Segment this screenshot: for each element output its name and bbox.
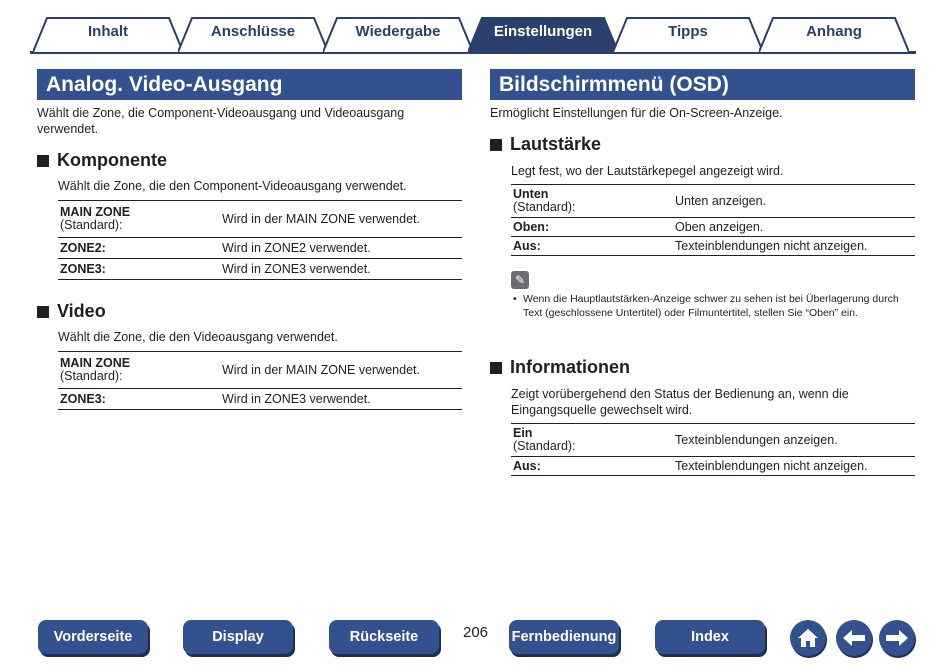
table-row — [58, 259, 462, 280]
table-row — [511, 185, 915, 218]
table-row — [58, 201, 462, 238]
setting-default-note: (Standard): — [60, 218, 123, 232]
display-button[interactable]: Display — [183, 620, 293, 654]
note-text: Wenn die Hauptlautstärken-Anzeige schwer zu sehen ist bei Überlagerung durch Text (geschlossene Untertitel) oder Filmuntertitel, stellen Sie “Oben” ein. — [523, 293, 899, 319]
tab-inhalt[interactable] — [33, 17, 183, 52]
subheading-text: Komponente — [57, 150, 167, 170]
setting-key: Unten — [513, 187, 549, 201]
setting-default-note: (Standard): — [60, 369, 123, 383]
setting-value: Wird in der MAIN ZONE verwendet. — [222, 211, 420, 226]
tab-bar — [30, 17, 916, 54]
tab-label: Anschlüsse — [210, 23, 296, 40]
setting-key: Aus: — [513, 238, 541, 253]
setting-value: Texteinblendungen anzeigen. — [675, 432, 838, 447]
setting-value: Texteinblendungen nicht anzeigen. — [675, 458, 868, 473]
table-row — [58, 389, 462, 410]
square-bullet-icon — [490, 139, 502, 151]
setting-key: Aus: — [513, 458, 541, 473]
subheading-text: Video — [57, 301, 106, 321]
section-intro: Wählt die Zone, die Component-Videoausgang und Videoausgang verwendet. — [37, 106, 405, 136]
setting-key: MAIN ZONE — [60, 356, 131, 370]
setting-key: MAIN ZONE — [60, 205, 131, 219]
tab-label: Tipps — [668, 23, 708, 40]
subheading-video — [37, 301, 106, 322]
pencil-note-icon: ✎ — [511, 271, 529, 289]
table-row — [511, 237, 915, 256]
lautstaerke-table — [511, 184, 915, 256]
subheading-desc: Wählt die Zone, die den Videoausgang verwendet. — [58, 330, 338, 344]
subheading-desc: Wählt die Zone, die den Component-Videoausgang verwendet. — [58, 179, 407, 193]
setting-key: Oben: — [513, 219, 550, 234]
table-row — [58, 352, 462, 389]
setting-key: ZONE3: — [60, 391, 106, 406]
arrow-left-icon — [841, 628, 867, 648]
tab-tipps[interactable] — [613, 17, 763, 52]
setting-value: Texteinblendungen nicht anzeigen. — [675, 238, 868, 253]
square-bullet-icon — [490, 362, 502, 374]
setting-value: Unten anzeigen. — [675, 193, 767, 208]
setting-key: ZONE2: — [60, 240, 106, 255]
tab-label: Anhang — [806, 23, 862, 40]
tab-label: Einstellungen — [493, 23, 593, 40]
tab-wiedergabe[interactable] — [323, 17, 473, 52]
forward-button[interactable] — [879, 620, 915, 656]
home-button[interactable] — [790, 620, 826, 656]
table-row — [511, 424, 915, 457]
subheading-desc: Legt fest, wo der Lautstärkepegel angezeigt wird. — [511, 164, 784, 178]
komponente-table — [58, 200, 462, 280]
square-bullet-icon — [37, 155, 49, 167]
setting-value: Wird in ZONE2 verwendet. — [222, 240, 371, 255]
note-block — [511, 293, 911, 320]
subheading-informationen — [490, 357, 630, 378]
page-number: 206 — [463, 624, 489, 641]
fernbedienung-button[interactable]: Fernbedienung — [509, 620, 619, 654]
subheading-text: Lautstärke — [510, 134, 602, 154]
rueckseite-button[interactable]: Rückseite — [329, 620, 439, 654]
square-bullet-icon — [37, 306, 49, 318]
table-row — [511, 218, 915, 237]
index-button[interactable]: Index — [655, 620, 765, 654]
subheading-desc: Zeigt vorübergehend den Status der Bedienung an, wenn die Eingangsquelle gewechselt wird. — [511, 387, 849, 417]
tab-label: Inhalt — [88, 23, 128, 40]
home-icon — [796, 627, 820, 649]
subheading-lautstaerke — [490, 134, 601, 155]
section-title-osd: Bildschirmmenü (OSD) — [490, 69, 915, 100]
setting-key: Ein — [513, 426, 533, 440]
subheading-komponente — [37, 150, 167, 171]
table-row — [58, 238, 462, 259]
arrow-right-icon — [884, 628, 910, 648]
subheading-text: Informationen — [510, 357, 630, 377]
note-bullet: • — [513, 293, 517, 305]
setting-value: Wird in ZONE3 verwendet. — [222, 391, 371, 406]
back-button[interactable] — [836, 620, 872, 656]
setting-key: ZONE3: — [60, 261, 106, 276]
tab-einstellungen[interactable] — [468, 17, 618, 52]
setting-default-note: (Standard): — [513, 439, 576, 453]
setting-value: Wird in ZONE3 verwendet. — [222, 261, 371, 276]
setting-value: Oben anzeigen. — [675, 219, 764, 234]
section-title-analog-video: Analog. Video-Ausgang — [37, 69, 462, 100]
tab-label: Wiedergabe — [355, 23, 441, 40]
vorderseite-button[interactable]: Vorderseite — [38, 620, 148, 654]
setting-default-note: (Standard): — [513, 200, 576, 214]
table-row — [511, 457, 915, 476]
informationen-table — [511, 423, 915, 476]
setting-value: Wird in der MAIN ZONE verwendet. — [222, 362, 420, 377]
tab-anschluesse[interactable] — [178, 17, 328, 52]
video-table — [58, 351, 462, 410]
section-intro: Ermöglicht Einstellungen für die On-Screen-Anzeige. — [490, 106, 783, 120]
tab-anhang[interactable] — [759, 17, 909, 52]
